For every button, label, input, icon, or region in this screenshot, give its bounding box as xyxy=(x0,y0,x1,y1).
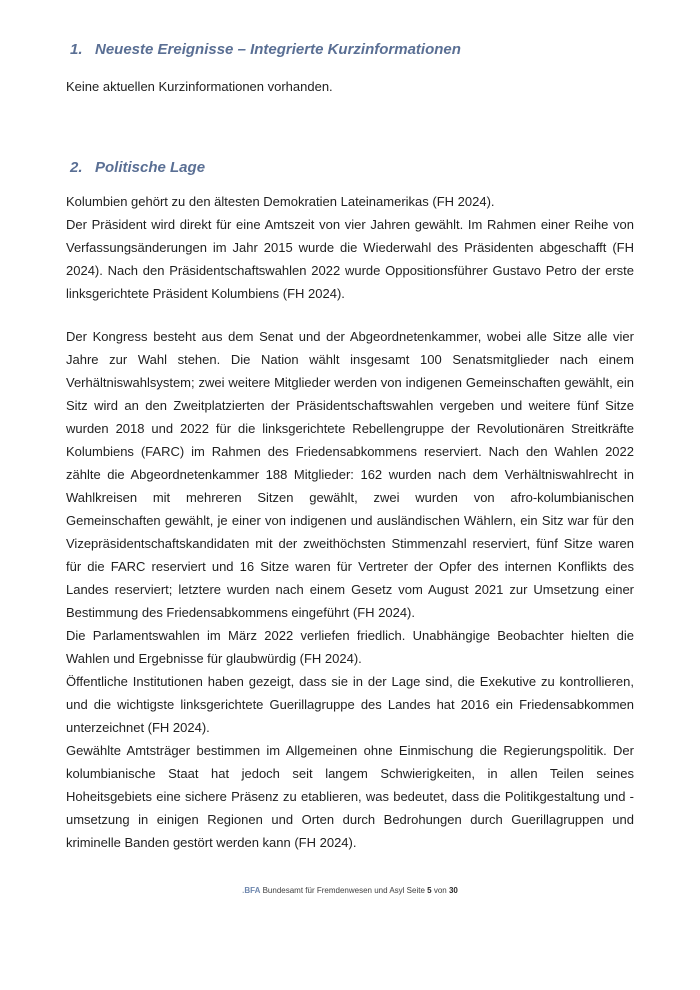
section-2-title: Politische Lage xyxy=(95,159,206,176)
section-1-number: 1. xyxy=(70,41,83,58)
section-heading-1 xyxy=(66,0,634,58)
page-footer xyxy=(0,885,700,896)
paragraph-spacer xyxy=(66,305,634,325)
footer-page-total: 30 xyxy=(448,886,458,895)
section-2-number: 2. xyxy=(70,159,83,176)
paragraph-elections: Die Parlamentswahlen im März 2022 verliefen friedlich. Unabhängige Beobachter hielten die Wahlen und Ergebnisse für glaubwürdig (FH 2024). xyxy=(66,628,634,666)
bfa-logo-dot: . xyxy=(242,886,245,895)
no-current-info-text: Keine aktuellen Kurzinformationen vorhanden. xyxy=(66,79,333,94)
footer-page-label: Seite xyxy=(406,886,425,895)
paragraph-institutions: Öffentliche Institutionen haben gezeigt, dass sie in der Lage sind, die Exekutive zu kontrollieren, und die wichtigste linksgerichtete Guerillagruppe des Landes hat 2016 ein Friedensabkommen unterzeichnet (FH 2024). xyxy=(66,674,634,735)
paragraph-congress: Der Kongress besteht aus dem Senat und der Abgeordnetenkammer, wobei alle Sitze alle vier Jahre zur Wahl stehen. Die Nation wählt insgesamt 100 Senatsmitglieder nach einem Verhältniswahlsystem; zwei weitere Mitglieder werden von indigenen Gemeinschaften gewählt, ein Sitz wird an den Zweitplatzierten der Präsidentschaftswahlen vergeben und weitere fünf Sitze wurden 2018 und 2022 für die linksgerichtete Rebellengruppe der Revolutionären Streitkräfte Kolumbiens (FARC) im Rahmen des Friedensabkommens reserviert. Nach den Wahlen 2022 zählte die Abgeordnetenkammer 188 Mitglieder: 162 wurden nach dem Verhältniswahlrecht in Wahlkreisen mit mehreren Sitzen gewählt, zwei wurden von afro-kolumbianischen Gemeinschaften gewählt, je einer von indigenen und ausländischen Wählern, ein Sitz war für den Vizepräsidentschaftskandidaten mit der zweithöchsten Stimmenzahl reserviert, fünf Sitze waren für die FARC reserviert und 16 Sitze waren für Vertreter der Opfer des internen Konflikts des Landes reserviert; letztere wurden nach einem Gesetz vom August 2021 zur Umsetzung einer Bestimmung des Friedensabkommens eingeführt (FH 2024). xyxy=(66,329,634,620)
bfa-logo-text: BFA xyxy=(244,886,261,895)
paragraph-democracy: Kolumbien gehört zu den ältesten Demokratien Lateinamerikas (FH 2024). xyxy=(66,194,495,209)
footer-page-current: 5 xyxy=(427,886,432,895)
paragraph-officials: Gewählte Amtsträger bestimmen im Allgemeinen ohne Einmischung die Regierungspolitik. Der kolumbianische Staat hat jedoch seit langem Schwierigkeiten, in allen Teilen seines Hoheitsgebiets eine sichere Präsenz zu etablieren, was bedeutet, dass die Politikgestaltung und -umsetzung in einigen Regionen und Orten durch Bedrohungen durch Guerillagruppen und kriminelle Banden gestört werden kann (FH 2024). xyxy=(66,743,634,850)
paragraph-president: Der Präsident wird direkt für eine Amtszeit von vier Jahren gewählt. Im Rahmen einer Reihe von Verfassungsänderungen im Jahr 2015 wurde die Wiederwahl des Präsidenten abgeschafft (FH 2024). Nach den Präsidentschaftswahlen 2022 wurde Oppositionsführer Gustavo Petro der erste linksgerichtete Präsident Kolumbiens (FH 2024). xyxy=(66,217,634,301)
footer-of-label: von xyxy=(433,886,447,895)
section-heading-2 xyxy=(66,159,634,176)
footer-org-name: Bundesamt für Fremdenwesen und Asyl xyxy=(262,886,405,895)
section-1-title: Neueste Ereignisse – Integrierte Kurzinformationen xyxy=(95,41,461,58)
